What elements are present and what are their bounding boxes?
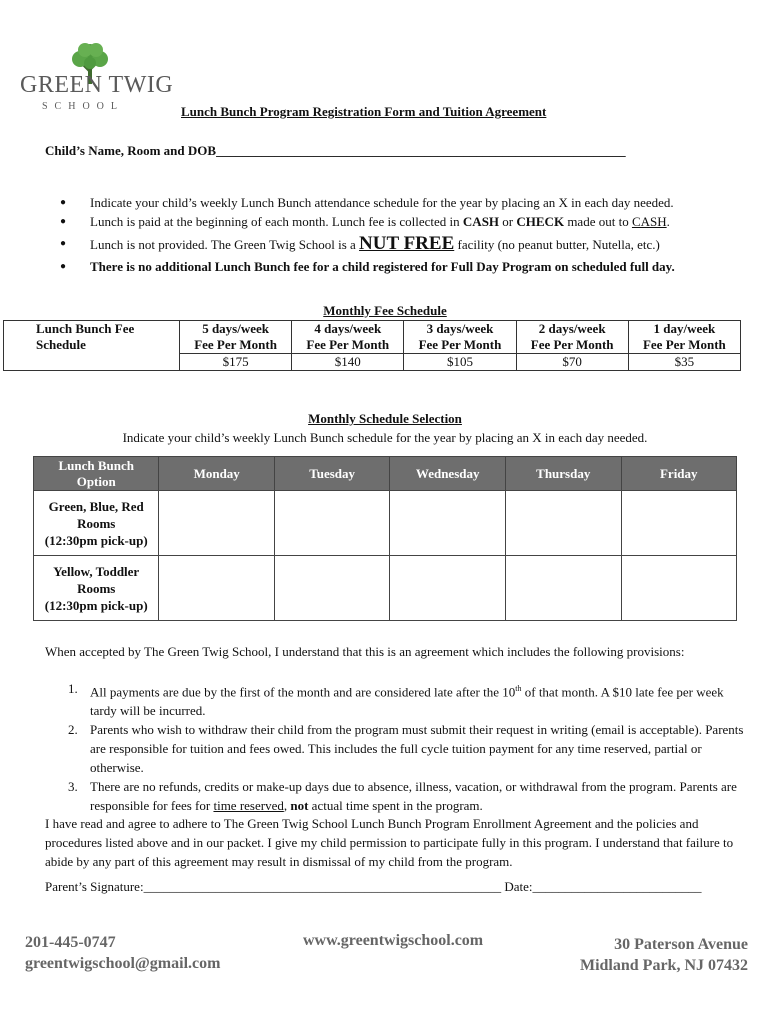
cell-yellow-friday[interactable] xyxy=(621,556,736,621)
provision-3: 3. There are no refunds, credits or make-up days due to absence, illness, vacation, or withdrawal from the program. Parents are responsible for fees for time reserved, not actual time spent in the program. xyxy=(68,779,737,814)
footer-contact xyxy=(25,932,220,974)
table-row xyxy=(34,556,737,621)
footer-website[interactable]: www.greentwigschool.com xyxy=(303,932,484,949)
agreement-closing: I have read and agree to adhere to The Green Twig School Lunch Bunch Program Enrollment Agreement and the policies and procedures listed above and in our packet. I give my child permission to participate fully in this program. I understand that failure to abide by any part of this agreement may result in dismissal of my child from the program. xyxy=(45,816,734,869)
col-monday: Monday xyxy=(159,457,274,491)
fee-col-4: 4 days/week Fee Per Month xyxy=(292,321,404,354)
cell-yellow-wednesday[interactable] xyxy=(390,556,506,621)
provision-2: 2. Parents who wish to withdraw their child from the program must submit their request in writing (email is acceptable). Parents are responsible for tuition and fees owed. This includes the full cycle tuition payment for any time reserved, partial or otherwise. xyxy=(68,722,744,776)
provisions-list xyxy=(65,679,745,815)
cell-yellow-monday[interactable] xyxy=(159,556,274,621)
fee-col-2: 2 days/week Fee Per Month xyxy=(516,321,628,354)
schedule-table xyxy=(33,456,737,621)
option-yellow-toddler: Yellow, Toddler Rooms (12:30pm pick-up) xyxy=(34,556,159,621)
cell-green-tuesday[interactable] xyxy=(274,491,389,556)
instruction-attendance: ● Indicate your child’s weekly Lunch Bunch attendance schedule for the year by placing an X in each day needed. xyxy=(60,193,750,212)
col-thursday: Thursday xyxy=(506,457,622,491)
fee-row-label: Lunch Bunch Fee Schedule xyxy=(4,321,180,371)
cell-green-thursday[interactable] xyxy=(506,491,622,556)
fee-price-5: $175 xyxy=(180,354,292,371)
footer-address-line1: 30 Paterson Avenue xyxy=(614,936,748,953)
cell-yellow-thursday[interactable] xyxy=(506,556,622,621)
fee-price-1: $35 xyxy=(628,354,740,371)
col-wednesday: Wednesday xyxy=(390,457,506,491)
fee-price-4: $140 xyxy=(292,354,404,371)
instruction-payment: ● Lunch is paid at the beginning of each month. Lunch fee is collected in CASH or CHECK made out to CASH. xyxy=(60,212,750,231)
fee-col-3: 3 days/week Fee Per Month xyxy=(404,321,516,354)
footer-phone: 201-445-0747 xyxy=(25,934,116,951)
agreement-intro: When accepted by The Green Twig School, I understand that this is an agreement which includes the following provisions: xyxy=(45,644,685,659)
form-title: Lunch Bunch Program Registration Form and Tuition Agreement xyxy=(181,104,547,119)
footer-address xyxy=(580,934,748,976)
child-name-field[interactable]: Child’s Name, Room and DOB_______________________________________________________________ xyxy=(45,143,626,158)
instruction-nut-free: ● Lunch is not provided. The Green Twig School is a NUT FREE facility (no peanut butter, Nutella, etc.) xyxy=(60,231,750,257)
cell-green-wednesday[interactable] xyxy=(390,491,506,556)
schedule-heading: Monthly Schedule Selection xyxy=(308,411,462,426)
instruction-full-day: ● There is no additional Lunch Bunch fee for a child registered for Full Day Program on scheduled full day. xyxy=(60,257,750,276)
footer-email[interactable]: greentwigschool@gmail.com xyxy=(25,955,221,972)
col-option: Lunch Bunch Option xyxy=(34,457,159,491)
cell-green-monday[interactable] xyxy=(159,491,274,556)
footer-address-line2: Midland Park, NJ 07432 xyxy=(579,957,748,974)
fee-col-5: 5 days/week Fee Per Month xyxy=(180,321,292,354)
option-green-blue-red: Green, Blue, Red Rooms (12:30pm pick-up) xyxy=(34,491,159,556)
fee-schedule-heading: Monthly Fee Schedule xyxy=(323,303,447,318)
col-tuesday: Tuesday xyxy=(274,457,389,491)
provision-1: 1. All payments are due by the first of the month and are considered late after the 10th of that month. A $10 late fee per week tardy will be incurred. xyxy=(68,681,724,719)
logo-school: SCHOOL xyxy=(42,101,125,112)
fee-price-2: $70 xyxy=(516,354,628,371)
table-row xyxy=(34,491,737,556)
cell-green-friday[interactable] xyxy=(621,491,736,556)
fee-col-1: 1 day/week Fee Per Month xyxy=(628,321,740,354)
fee-price-3: $105 xyxy=(404,354,516,371)
col-friday: Friday xyxy=(621,457,736,491)
schedule-subheading: Indicate your child’s weekly Lunch Bunch schedule for the year by placing an X in each day needed. xyxy=(122,430,648,445)
signature-date-line[interactable]: Parent’s Signature:_______________________________________________________ Date:__________________________ xyxy=(45,879,702,894)
school-logo xyxy=(18,40,174,115)
fee-schedule-table xyxy=(3,320,741,371)
cell-yellow-tuesday[interactable] xyxy=(274,556,389,621)
instructions-list xyxy=(60,193,750,276)
logo-brand: GREEN TWIG xyxy=(20,72,174,98)
